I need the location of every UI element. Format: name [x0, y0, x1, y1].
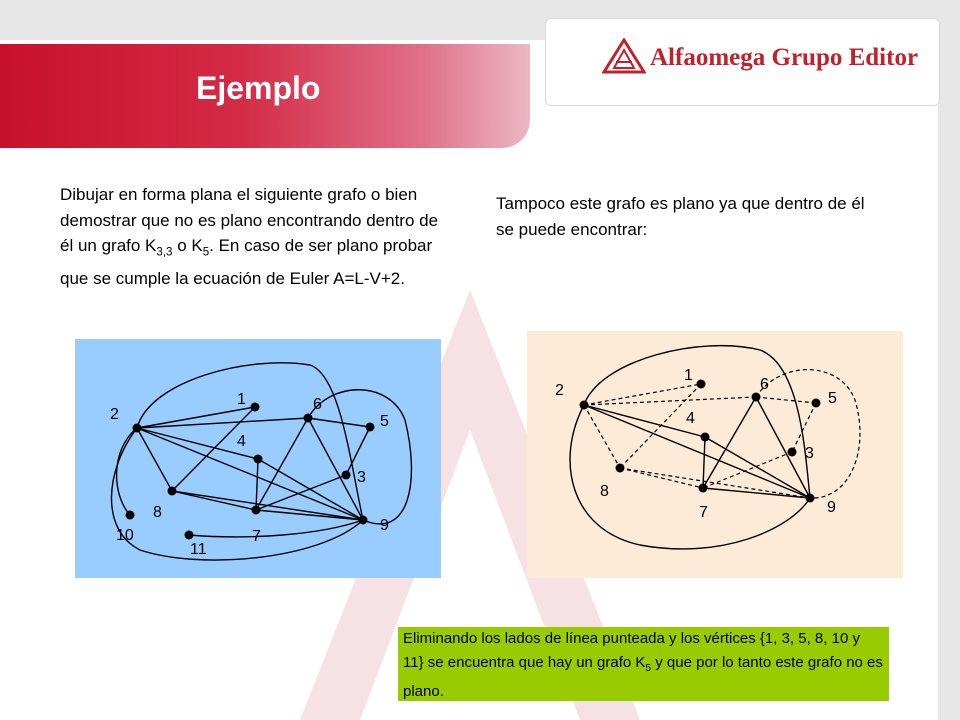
left-vertex-label: 4 [237, 433, 246, 450]
left-vertex-label: 5 [380, 413, 389, 430]
right-vertex-label: 4 [686, 410, 695, 427]
left-vertex-label: 11 [190, 541, 207, 558]
right-vertex-label: 7 [699, 504, 708, 521]
right-vertex-label: 6 [760, 376, 769, 393]
right-vertex-label: 3 [805, 445, 814, 462]
right-vertex-label: 5 [828, 390, 837, 407]
right-vertex-label: 1 [684, 367, 693, 384]
left-vertex-label: 10 [116, 527, 134, 544]
right-vertex-label: 8 [600, 483, 609, 500]
right-vertex-label: 9 [827, 499, 836, 516]
left-vertex-label: 7 [252, 528, 261, 545]
left-vertex-label: 6 [313, 396, 322, 413]
conclusion-note: Eliminando los lados de línea punteada y los vértices {1, 3, 5, 8, 10 y 11} se encuentra que hay un grafo $K_5$ y que por lo tanto este grafo no es plano. [398, 627, 889, 701]
right-vertex-label: 2 [555, 382, 564, 399]
answer-text: Tampoco este grafo es plano ya que dentro de él se puede encontrar: [496, 194, 865, 239]
left-vertex-label: 1 [237, 391, 246, 408]
page-title: Ejemplo [196, 70, 321, 106]
left-vertex-label: 3 [357, 469, 366, 486]
left-vertex-label: 8 [153, 504, 162, 521]
left-vertex-label: 9 [380, 517, 389, 534]
problem-statement: Dibujar en forma plana el siguiente grafo o bien demostrar que no es plano encontrando dentro de él un grafo $K_{3,3}$ o $K_5$. En caso de ser plano probar que se cumple la ecuación de Euler A=L-V+2. [60, 185, 439, 288]
logo-text: Alfaomega Grupo Editor [650, 44, 919, 71]
left-vertex-label: 2 [110, 406, 119, 423]
